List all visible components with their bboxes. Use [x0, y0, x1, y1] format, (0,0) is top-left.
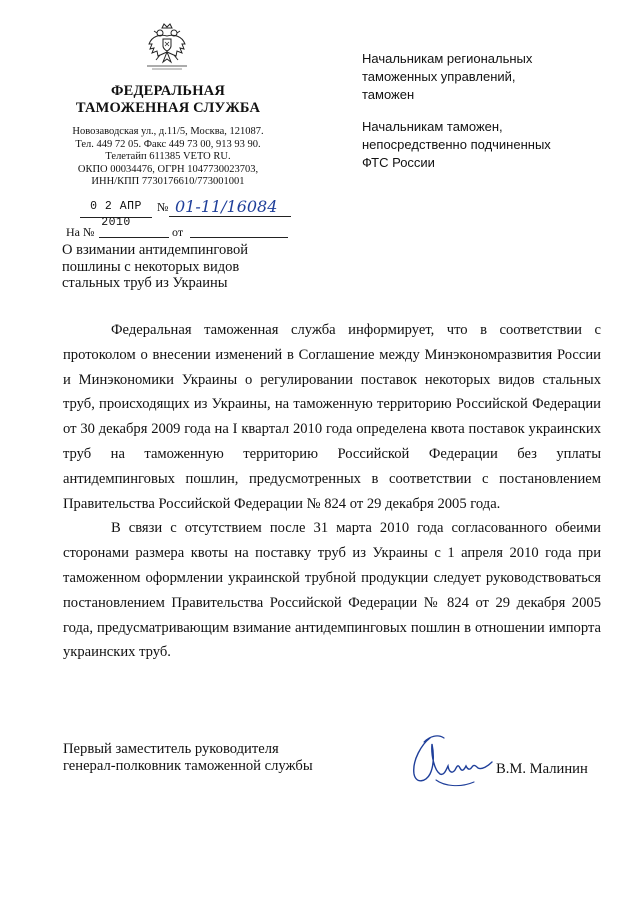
letter-subject: [62, 242, 292, 292]
org-teletype: Телетайп 611385 VETO RU.: [105, 151, 231, 163]
signatory-title-line1: Первый заместитель руководителя: [63, 741, 279, 757]
org-address: Новозаводская ул., д.11/5, Москва, 121087.: [72, 126, 264, 137]
registration-number: 01-11/16084: [169, 199, 291, 217]
addressee-1-line2: таможенных управлений,: [362, 69, 516, 84]
signatory-name: В.М. Малинин: [496, 761, 588, 777]
addressee-2-line3: ФТС России: [362, 155, 435, 170]
addressee-2-line2: непосредственно подчиненных: [362, 137, 551, 152]
registration-number-label: №: [157, 200, 169, 214]
organization-name: [60, 83, 276, 117]
signatory-title-line2: генерал-полковник таможенной службы: [63, 758, 313, 774]
subject-line1: О взимании антидемпинговой: [62, 242, 249, 258]
subject-line2: пошлины с некоторых видов: [62, 258, 240, 275]
org-name-line1: ФЕДЕРАЛЬНАЯ: [110, 83, 226, 99]
signatory-title: [63, 741, 363, 775]
reply-date-blank: [190, 237, 288, 238]
addressee-2-line1: Начальникам таможен,: [362, 119, 503, 134]
org-phone-fax: Тел. 449 72 05. Факс 449 73 00, 913 93 90.: [75, 138, 261, 150]
subject-line3: стальных труб из Украины: [62, 275, 228, 291]
reply-number-blank: [99, 237, 169, 238]
reply-to-label: На №: [66, 225, 95, 239]
addressee-block-2: [362, 118, 602, 172]
reply-from-label: от: [172, 225, 184, 239]
letter-body: [63, 318, 601, 665]
body-paragraph-1: Федеральная таможенная служба информирует, что в соответствии с протоколом о внесении изменений в Соглашение между Минэкономразвития России и Минэкономики Украины о регулировании поставок некоторых видов стальных труб, происходящих из Украины, на таможенную территорию Российской Федерации от 30 декабря 2009 года на I квартал 2010 года определена квота поставок украинских труб на таможенную территорию Российской Федерации без уплаты антидемпинговых пошлин, предусмотренных в соответствии с постановлением Правительства Российской Федерации № 824 от 29 декабря 2005 года.: [63, 322, 601, 512]
addressee-1-line1: Начальникам региональных: [362, 51, 533, 66]
registration-date: 0 2 АПР 2010: [80, 199, 152, 218]
addressee-block-1: [362, 50, 602, 104]
org-okpo-ogrn: ОКПО 00034476, ОГРН 1047730023703,: [77, 163, 259, 175]
organization-details: [48, 126, 288, 189]
handwritten-signature-icon: [400, 730, 500, 792]
emblem-icon: [146, 22, 188, 70]
org-inn-kpp: ИНН/КПП 7730176610/773001001: [91, 176, 245, 188]
body-paragraph-2: В связи с отсутствием после 31 марта 2010 года согласованного обеими сторонами размера квоты на поставку труб из Украины с 1 апреля 2010 года при таможенном оформлении украинской трубной продукции следует руководствоваться постановлением Правительства Российской Федерации № 824 от 29 декабря 2005 года, предусматривающим взимание антидемпинговых пошлин в отношении импорта украинских труб.: [63, 520, 601, 661]
org-name-line2: ТАМОЖЕННАЯ СЛУЖБА: [75, 100, 261, 116]
addressee-1-line3: таможен: [362, 87, 415, 102]
